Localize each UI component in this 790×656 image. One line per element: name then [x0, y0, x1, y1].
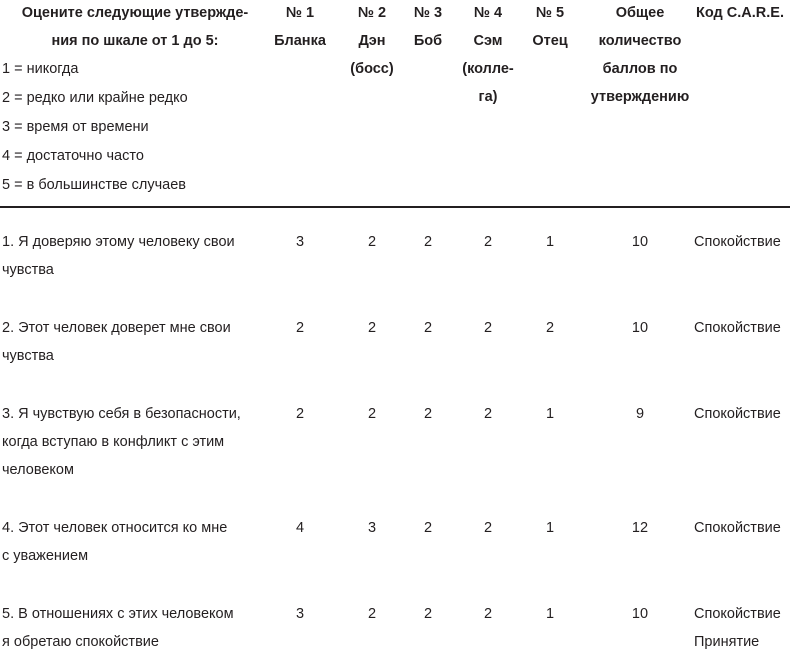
instruction-line: Оцените следующие утвержде-: [21, 5, 249, 21]
score-cell: 2: [423, 606, 433, 622]
care-code: Спокойствие: [694, 520, 781, 536]
care-code: Спокойствие: [694, 606, 781, 622]
statement-text: 2. Этот человек доверет мне свои: [2, 320, 231, 336]
statement-text: чувства: [2, 262, 54, 278]
total-cell: 12: [631, 520, 649, 536]
scale-item: 1 = никогда: [2, 61, 79, 77]
care-code: Принятие: [694, 634, 760, 650]
care-code: Спокойствие: [694, 234, 781, 250]
score-cell: 2: [367, 234, 377, 250]
column-header: № 1: [285, 5, 315, 21]
statement-text: 4. Этот человек относится ко мне: [2, 520, 228, 536]
column-header: Боб: [413, 33, 443, 49]
total-cell: 9: [635, 406, 645, 422]
score-cell: 1: [545, 406, 555, 422]
statement-text: 5. В отношениях с этих человеком: [2, 606, 234, 622]
column-header: (колле-: [462, 61, 514, 77]
score-cell: 2: [545, 320, 555, 336]
score-cell: 2: [423, 320, 433, 336]
score-cell: 2: [423, 234, 433, 250]
column-header: Сэм: [473, 33, 503, 49]
score-cell: 4: [295, 520, 305, 536]
total-cell: 10: [631, 606, 649, 622]
score-cell: 2: [367, 406, 377, 422]
column-header: Отец: [532, 33, 568, 49]
header-divider: [0, 206, 790, 208]
care-code: Спокойствие: [694, 320, 781, 336]
score-cell: 2: [295, 320, 305, 336]
score-cell: 3: [295, 234, 305, 250]
column-header: количество: [598, 33, 682, 49]
column-header: Бланка: [274, 33, 326, 49]
statement-text: 1. Я доверяю этому человеку свои: [2, 234, 235, 250]
total-cell: 10: [631, 234, 649, 250]
statement-text: с уважением: [2, 548, 89, 564]
statement-text: человеком: [2, 462, 74, 478]
score-cell: 2: [367, 606, 377, 622]
score-cell: 2: [367, 320, 377, 336]
score-cell: 3: [295, 606, 305, 622]
total-cell: 10: [631, 320, 649, 336]
score-cell: 2: [483, 520, 493, 536]
scale-item: 5 = в большинстве случаев: [2, 177, 186, 193]
scale-item: 2 = редко или крайне редко: [2, 90, 188, 106]
column-header: (босс): [350, 61, 394, 77]
column-header: баллов по: [602, 61, 678, 77]
instruction-line: ния по шкале от 1 до 5:: [51, 33, 219, 49]
score-cell: 2: [483, 606, 493, 622]
statement-text: когда вступаю в конфликт с этим: [2, 434, 225, 450]
score-cell: 2: [483, 406, 493, 422]
column-header: № 2: [357, 5, 387, 21]
column-header: № 4: [473, 5, 503, 21]
column-header: Общее: [615, 5, 665, 21]
statement-text: 3. Я чувствую себя в безопасности,: [2, 406, 241, 422]
column-header: га): [478, 89, 498, 105]
column-header: утверждению: [590, 89, 690, 105]
score-cell: 2: [295, 406, 305, 422]
statement-text: чувства: [2, 348, 54, 364]
score-cell: 3: [367, 520, 377, 536]
scale-item: 3 = время от времени: [2, 119, 149, 135]
care-code: Спокойствие: [694, 406, 781, 422]
score-cell: 1: [545, 234, 555, 250]
score-cell: 2: [483, 234, 493, 250]
score-cell: 1: [545, 606, 555, 622]
score-cell: 2: [423, 406, 433, 422]
column-header: № 5: [535, 5, 565, 21]
column-header: Дэн: [358, 33, 386, 49]
column-header: Код C.A.R.E.: [696, 5, 784, 21]
scale-item: 4 = достаточно часто: [2, 148, 144, 164]
score-cell: 1: [545, 520, 555, 536]
score-cell: 2: [483, 320, 493, 336]
statement-text: я обретаю спокойствие: [2, 634, 159, 650]
score-cell: 2: [423, 520, 433, 536]
column-header: № 3: [413, 5, 443, 21]
